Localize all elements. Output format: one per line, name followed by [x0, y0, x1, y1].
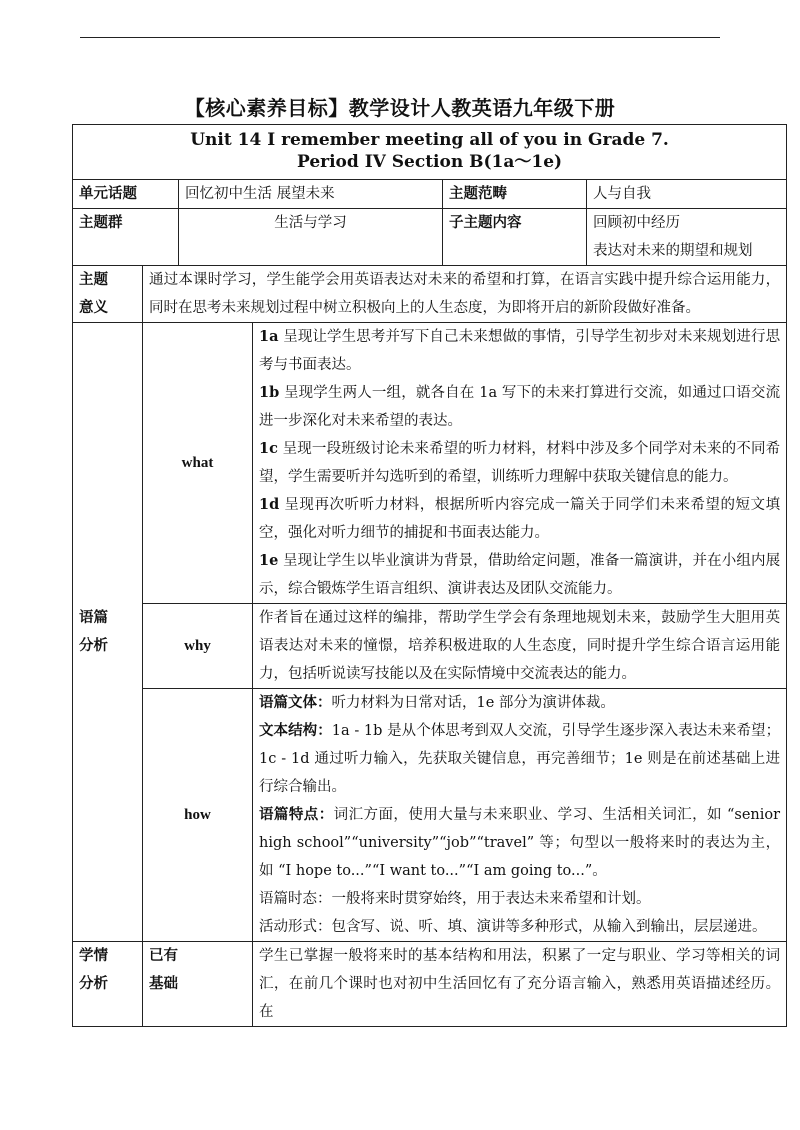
topic-value: 回忆初中生活 展望未来: [179, 180, 443, 209]
basis-label-line-1: 已有: [149, 947, 178, 964]
how-features: 语篇特点：词汇方面，使用大量与未来职业、学习、生活相关词汇，如 “senior high school”“university”“job”“travel” 等；句型以一般将来时的表达为主，如 “I hope to...”“I want to...”“I am going to...”。: [259, 806, 781, 879]
unit-title: Unit 14 I remember meeting all of you in Grade 7.: [190, 130, 669, 150]
what-item-1d: 1d 呈现再次听听力材料，根据所听内容完成一篇关于同学们未来希望的短文填空，强化对听力细节的捕捉和书面表达能力。: [259, 496, 781, 541]
what-item-1a: 1a 呈现让学生思考并写下自己未来想做的事情，引导学生初步对未来规划进行思考与书面表达。: [259, 328, 781, 373]
document-title: 【核心素养目标】教学设计人教英语九年级下册: [184, 96, 616, 120]
basis-content: 学生已掌握一般将来时的基本结构和用法，积累了一定与职业、学习等相关的词汇，在前几个课时也对初中生活回忆有了充分语言输入，熟悉用英语描述经历。在: [253, 942, 787, 1027]
basis-label: [143, 942, 253, 1027]
what-item-1e: 1e 呈现让学生以毕业演讲为背景，借助给定问题，准备一篇演讲，并在小组内展示，综合锻炼学生语言组织、演讲表达及团队交流能力。: [259, 552, 781, 597]
analysis-how-row: [73, 689, 787, 942]
how-style: 语篇文体：听力材料为日常对话，1e 部分为演讲体裁。: [259, 694, 615, 711]
subtopic-line-2: 表达对未来的期望和规划: [593, 243, 753, 259]
subtopic-value: [587, 209, 787, 266]
period-title: Period IV Section B(1a～1e): [297, 152, 563, 172]
analysis-label-line-1: 语篇: [79, 609, 108, 626]
what-content: [253, 323, 787, 604]
why-label: why: [143, 604, 253, 689]
topic-row: [73, 180, 787, 209]
meaning-row: [73, 266, 787, 323]
analysis-what-row: [73, 323, 787, 604]
why-content: 作者旨在通过这样的编排，帮助学生学会有条理地规划未来，鼓励学生大胆用英语表达对未来的憧憬，培养积极进取的人生态度，同时提升学生综合语言运用能力，包括听说读写技能以及在实际情境中交流表达的能力。: [253, 604, 787, 689]
basis-label-line-2: 基础: [149, 975, 178, 992]
analysis-why-row: [73, 604, 787, 689]
category-value: 人与自我: [587, 180, 787, 209]
how-activity: 活动形式：包含写、说、听、填、演讲等多种形式，从输入到输出，层层递进。: [259, 919, 767, 935]
learner-row: [73, 942, 787, 1027]
header-rule: [80, 37, 720, 38]
category-label: 主题范畴: [443, 180, 587, 209]
what-label: what: [143, 323, 253, 604]
what-item-1c: 1c 呈现一段班级讨论未来希望的听力材料，材料中涉及多个同学对未来的不同希望，学生需要听并勾选听到的希望，训练听力理解中获取关键信息的能力。: [259, 440, 781, 485]
table-header: [73, 125, 787, 180]
subtopic-line-1: 回顾初中经历: [593, 215, 680, 231]
how-content: [253, 689, 787, 942]
how-structure: 文本结构：1a - 1b 是从个体思考到双人交流，引导学生逐步深入表达未来希望；1c - 1d 通过听力输入，先获取关键信息，再完善细节；1e 则是在前述基础上进行综合输出。: [259, 722, 781, 795]
subtopic-label: 子主题内容: [443, 209, 587, 266]
group-label: 主题群: [73, 209, 179, 266]
learner-label-line-2: 分析: [79, 975, 108, 992]
meaning-label: [73, 266, 143, 323]
learner-label: [73, 942, 143, 1027]
lesson-plan-table: [72, 124, 787, 1027]
how-label: how: [143, 689, 253, 942]
meaning-label-line-2: 意义: [79, 299, 108, 316]
meaning-text: 通过本课时学习，学生能学会用英语表达对未来的希望和打算，在语言实践中提升综合运用能力，同时在思考未来规划过程中树立积极向上的人生态度，为即将开启的新阶段做好准备。: [143, 266, 787, 323]
table-header-row: [73, 125, 787, 180]
learner-label-line-1: 学情: [79, 947, 108, 964]
meaning-label-line-1: 主题: [79, 271, 108, 288]
how-tense: 语篇时态：一般将来时贯穿始终，用于表达未来希望和计划。: [259, 891, 651, 907]
group-row: [73, 209, 787, 266]
what-item-1b: 1b 呈现学生两人一组，就各自在 1a 写下的未来打算进行交流，如通过口语交流进一步深化对未来希望的表达。: [259, 384, 781, 429]
analysis-label: [73, 323, 143, 942]
topic-label: 单元话题: [73, 180, 179, 209]
analysis-label-line-2: 分析: [79, 637, 108, 654]
group-value: 生活与学习: [179, 209, 443, 266]
